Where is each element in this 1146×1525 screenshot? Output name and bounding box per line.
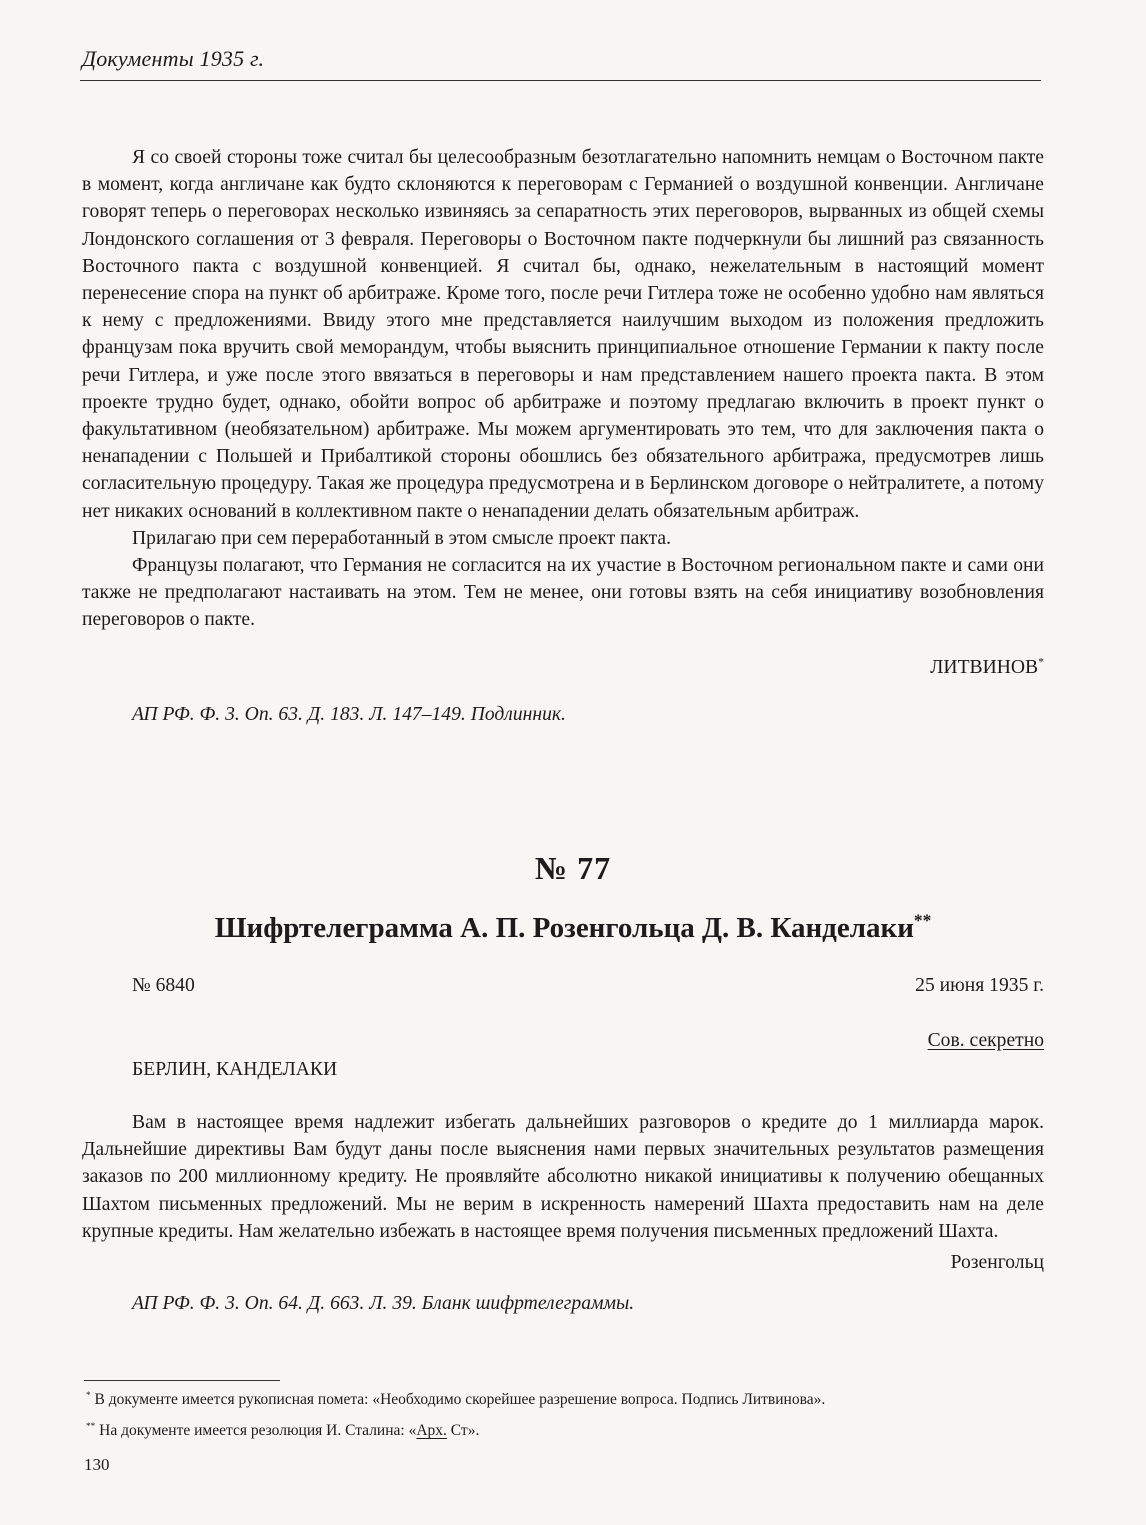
archive-reference-2: АП РФ. Ф. 3. Оп. 64. Д. 663. Л. 39. Бланк шифртелеграммы. — [132, 1293, 635, 1315]
document-title-text: Шифртелеграмма А. П. Розенгольца Д. В. Канделаки — [214, 912, 914, 944]
document-title — [0, 912, 1146, 945]
footnote-2-text-after: Ст». — [446, 1422, 480, 1439]
outgoing-number: № 6840 — [132, 975, 195, 996]
paragraph-3: Французы полагают, что Германия не согласится на их участие в Восточном региональном пакте и сами они также не предполагают настаивать на этом. Тем не менее, они готовы взять на себя инициативу возобновления переговоров о пакте. — [82, 555, 1044, 631]
header-rule — [80, 80, 1041, 81]
letter-body — [82, 144, 1044, 728]
footnote-1 — [86, 1391, 1046, 1409]
running-head: Документы 1935 г. — [82, 46, 265, 71]
paragraph-2: Прилагаю при сем переработанный в этом смысле проект пакта. — [132, 527, 671, 549]
footnote-2-resolution: Арх. — [416, 1422, 447, 1439]
signature-litvinov — [82, 654, 1044, 681]
footnote-2 — [86, 1422, 1046, 1440]
archive-reference-1: АП РФ. Ф. 3. Оп. 63. Д. 183. Л. 147–149. Подлинник. — [132, 703, 566, 725]
footnote-rule — [84, 1380, 280, 1381]
paragraph-1: Я со своей стороны тоже считал бы целесообразным безотлагательно напомнить немцам о Восточном пакте в момент, когда англичане как будто склоняются к переговорам с Германией о воздушной конвенции. Англичане говорят теперь о переговорах несколько извиняясь за сепаратность этих переговоров, вырванных из общей схемы Лондонского соглашения от 3 февраля. Переговоры о Восточном пакте подчеркнули бы лишний раз связанность Восточного пакта с воздушной конвенцией. Я считал бы, однако, нежелательным в настоящий момент перенесение спора на пункт об арбитраже. Кроме того, после речи Гитлера тоже не особенно удобно нам являться к нему с предложениями. Ввиду этого мне представляется наилучшим выходом из положения предложить французам пока вручить свой меморандум, чтобы выяснить принципиальное отношение Германии к пакту после речи Гитлера, и уже после этого ввязаться в переговоры и нам представлением нашего проекта пакта. В этом проекте трудно будет, однако, обойти вопрос об арбитраже и поэтому предлагаю включить в проект пункт о факультативном (необязательном) арбитраже. Мы можем аргументировать это тем, что для заключения пакта о ненападении с Польшей и Прибалтикой стороны обошлись без обязательного арбитража, предусмотрев лишь согласительную процедуру. Такая же процедура предусмотрена и в Берлинском договоре о нейтралитете, а потому нет никаких оснований в коллективном пакте о ненападении делать обязательным арбитраж. — [82, 147, 1044, 522]
footnote-2-text-before: На документе имеется резолюция И. Сталина: « — [99, 1422, 417, 1439]
document-date: 25 июня 1935 г. — [915, 975, 1044, 996]
footnote-1-mark: * — [86, 1390, 91, 1401]
footnote-1-text: В документе имеется рукописная помета: «Необходимо скорейшее разрешение вопроса. Подпись Литвинова». — [94, 1391, 826, 1408]
footnote-mark-2: ** — [913, 910, 932, 931]
telegram-body — [82, 1109, 1044, 1317]
footnote-mark-1: * — [1038, 655, 1044, 669]
classification-stamp: Сов. секретно — [927, 1030, 1044, 1051]
footnote-2-mark: ** — [86, 1421, 96, 1432]
page-number: 130 — [84, 1455, 110, 1474]
telegram-text: Вам в настоящее время надлежит избегать дальнейших разговоров о кредите до 1 миллиарда марок. Дальнейшие директивы Вам будут даны после выяснения нами первых значительных результатов размещения заказов по 200 миллионному кредиту. Не проявляйте абсолютно никакой инициативы к получению обещанных Шахтом письменных предложений. Мы не верим в искренность намерений Шахта предоставить нам на деле крупные кредиты. Нам желательно избежать в настоящее время получения письменных предложений Шахта. — [82, 1112, 1044, 1242]
signature-rosengolts: Розенгольц — [950, 1252, 1044, 1274]
addressee: БЕРЛИН, КАНДЕЛАКИ — [132, 1059, 338, 1080]
document-number: № 77 — [534, 850, 612, 886]
signature-litvinov-text: ЛИТВИНОВ — [930, 656, 1039, 678]
